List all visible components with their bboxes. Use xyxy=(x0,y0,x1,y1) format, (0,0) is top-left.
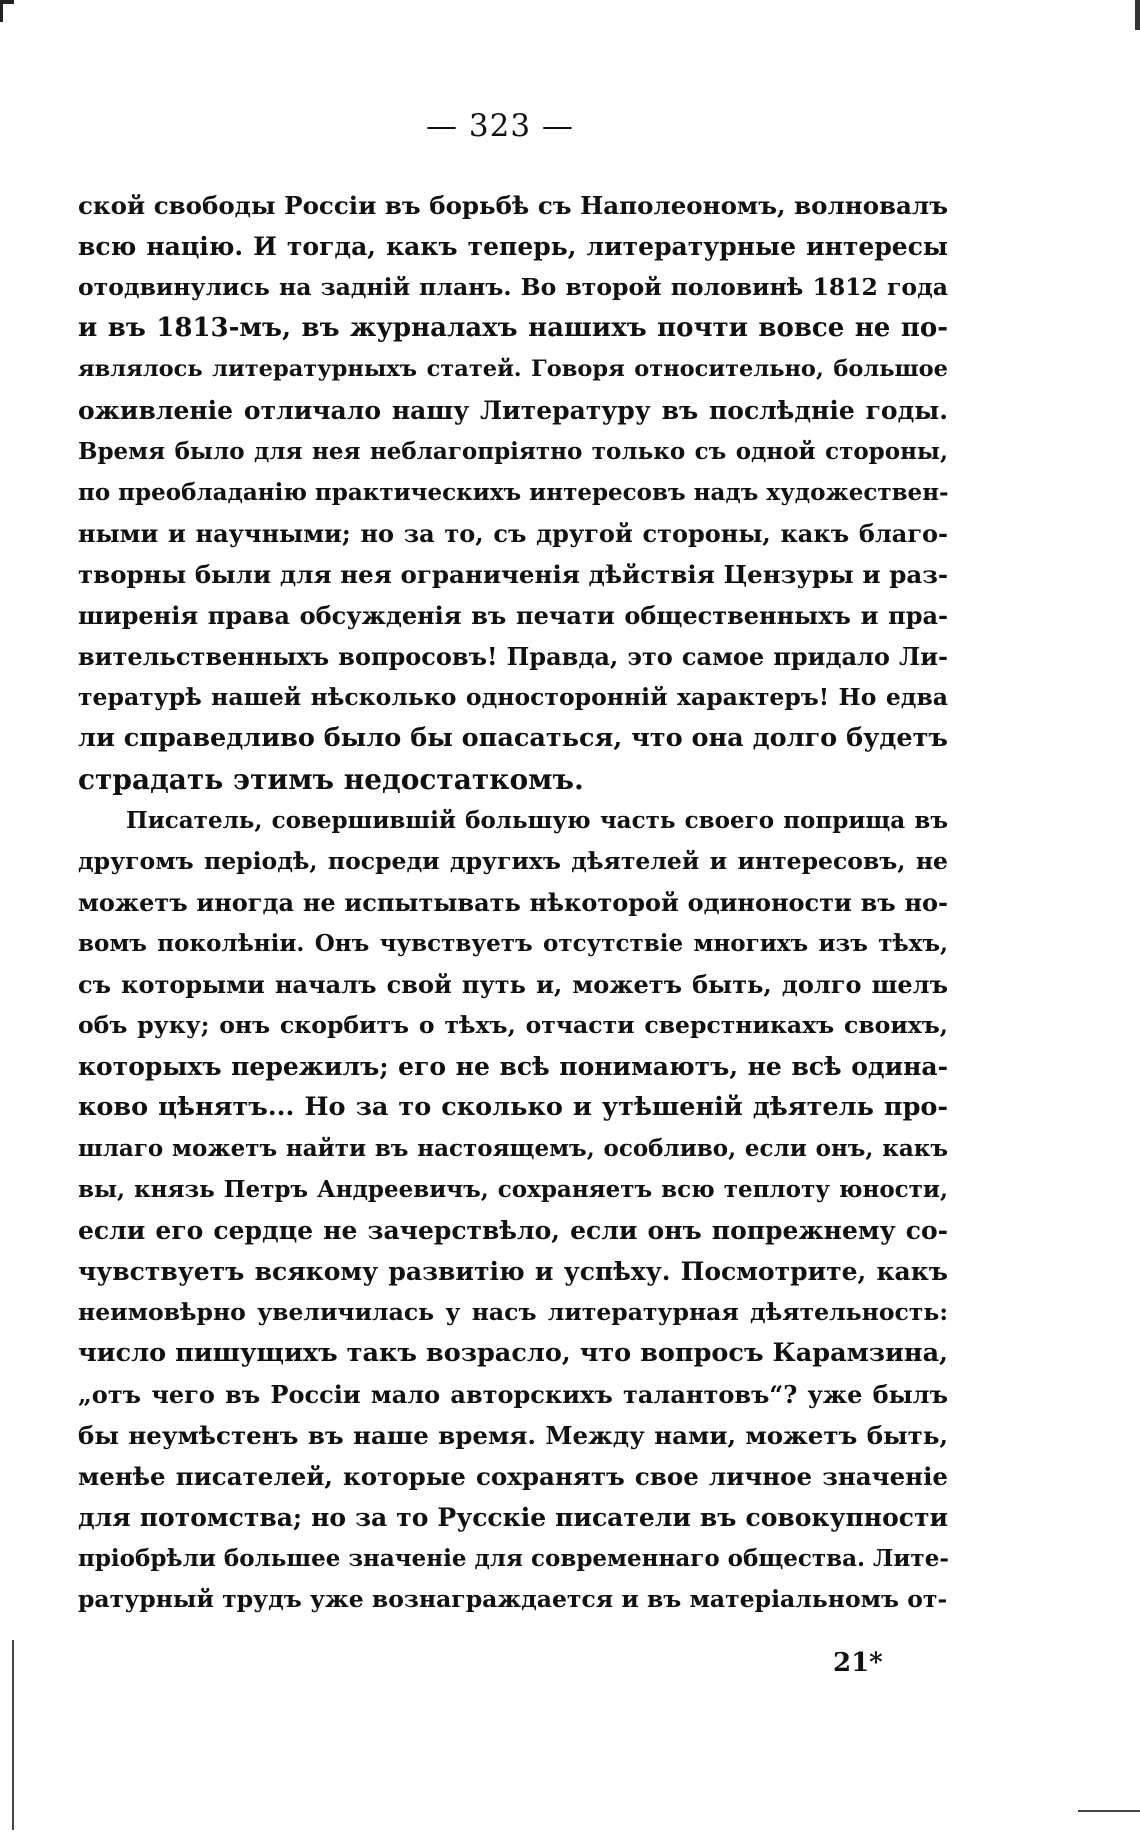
text-line: менѣе писателей, которые сохранятъ свое личное значеніе xyxy=(78,1462,948,1491)
text-line: число пишущихъ такъ возрасло, что вопросъ Карамзина, xyxy=(78,1338,948,1368)
paragraph xyxy=(78,185,948,800)
text-line: можетъ иногда не испытывать нѣкоторой одиноности въ но- xyxy=(78,888,948,917)
scan-edge-mark xyxy=(1135,0,1140,30)
text-line: ными и научными; но за то, съ другой стороны, какъ благо- xyxy=(78,519,948,548)
text-line: другомъ періодѣ, посреди другихъ дѣятелей и интересовъ, не xyxy=(78,847,948,875)
text-line: вительственныхъ вопросовъ! Правда, это самое придало Ли- xyxy=(78,642,948,671)
text-line: бы неумѣстенъ въ наше время. Между нами, можетъ быть, xyxy=(78,1421,948,1450)
text-line: творны были для нея ограниченія дѣйствія Цензуры и раз- xyxy=(78,560,948,589)
body-text xyxy=(78,185,948,1620)
text-line: ширенія права обсужденія въ печати общественныхъ и пра- xyxy=(78,601,948,630)
text-line: оживленіе отличало нашу Литературу въ послѣдніе годы. xyxy=(78,396,948,425)
text-line: являлось литературныхъ статей. Говоря относительно, большое xyxy=(78,356,948,382)
text-line: чувствуетъ всякому развитію и успѣху. Посмотрите, какъ xyxy=(78,1257,948,1286)
text-line: которыхъ пережилъ; его не всѣ понимаютъ, не всѣ одина- xyxy=(78,1052,948,1081)
text-line: объ руку; онъ скорбитъ о тѣхъ, отчасти сверстникахъ своихъ, xyxy=(78,1011,948,1039)
text-line: тературѣ нашей нѣсколько односторонній характеръ! Но едва xyxy=(78,683,948,711)
text-line: вы, князь Петръ Андреевичъ, сохраняетъ всю теплоту юности, xyxy=(78,1176,948,1203)
text-line: „отъ чего въ Россіи мало авторскихъ талантовъ“? уже былъ xyxy=(78,1380,948,1409)
paragraph xyxy=(78,800,948,1620)
text-line: Писатель, совершившій большую часть своего поприща въ xyxy=(126,807,948,834)
text-line: ратурный трудъ уже вознаграждается и въ матеріальномъ от- xyxy=(78,1585,948,1613)
text-line: пріобрѣли большее значеніе для современнаго общества. Лите- xyxy=(78,1545,949,1572)
text-line: ково цѣнятъ... Но за то сколько и утѣшеній дѣятель про- xyxy=(78,1092,948,1122)
printer-signature: 21* xyxy=(833,1648,883,1678)
text-line: ли справедливо было бы опасаться, что она долго будетъ xyxy=(78,723,948,753)
scan-edge-mark xyxy=(0,0,3,22)
text-line: неимовѣрно увеличилась у насъ литературная дѣятельность: xyxy=(78,1298,948,1326)
text-line: и въ 1813-мъ, въ журналахъ нашихъ почти вовсе не по- xyxy=(78,313,948,343)
text-line: всю націю. И тогда, какъ теперь, литературные интересы xyxy=(78,232,948,261)
text-line: съ которыми началъ свой путь и, можетъ быть, долго шелъ xyxy=(78,970,948,999)
page-number: — 323 — xyxy=(426,108,574,144)
scan-edge-mark xyxy=(1078,1810,1140,1812)
scan-edge-mark xyxy=(12,1640,14,1830)
text-line: страдать этимъ недостаткомъ. xyxy=(78,763,584,796)
text-line: отодвинулись на задній планъ. Во второй половинѣ 1812 года xyxy=(78,273,948,301)
text-line: по преобладанію практическихъ интересовъ надъ художествен- xyxy=(78,479,949,506)
text-line: если его сердце не зачерствѣло, если онъ попрежнему со- xyxy=(78,1216,948,1245)
text-line: шлаго можетъ найти въ настоящемъ, особливо, если онъ, какъ xyxy=(78,1135,948,1162)
text-line: для потомства; но за то Русскіе писатели въ совокупности xyxy=(78,1503,948,1532)
text-line: вомъ поколѣніи. Онъ чувствуетъ отсутствіе многихъ изъ тѣхъ, xyxy=(78,930,948,957)
text-line: Время было для нея неблагопріятно только съ одной стороны, xyxy=(78,438,948,465)
text-line: ской свободы Россіи въ борьбѣ съ Наполеономъ, волновалъ xyxy=(78,191,948,220)
